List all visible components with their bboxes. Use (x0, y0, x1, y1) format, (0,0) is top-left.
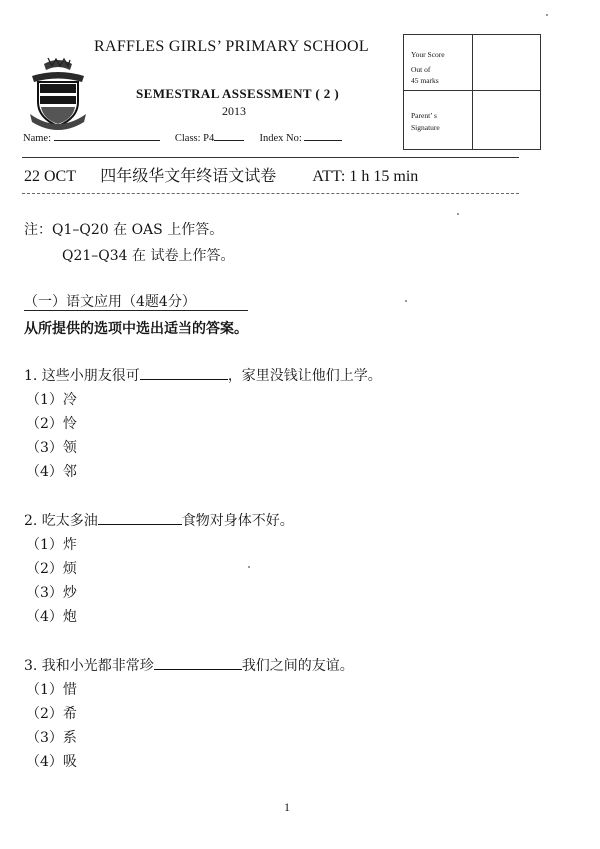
exam-time: ATT: 1 h 15 min (312, 168, 419, 185)
parents-label: Parent’ s (411, 111, 437, 120)
question-2-option-2: （2）烦 (26, 561, 77, 577)
question-1-option-1: （1）冷 (26, 392, 77, 408)
name-label: Name: (23, 133, 51, 144)
question-3-blank (154, 655, 242, 670)
question-2-option-1: （1）炸 (26, 537, 77, 553)
school-crest-icon (28, 56, 88, 132)
out-of-label: Out of (411, 65, 431, 74)
scan-speck (546, 14, 548, 16)
question-2-option-3: （3）炒 (26, 585, 77, 601)
assessment-year: 2013 (222, 104, 246, 118)
exam-info-divider (22, 193, 519, 194)
exam-date: 22 OCT (24, 168, 76, 185)
class-label: Class: P4 (174, 133, 215, 144)
name-blank (54, 131, 160, 141)
exam-title: 四年级华文年终语文试卷 (100, 166, 277, 185)
section-heading: （一）语文应用（4题4分） (24, 294, 196, 310)
section-instruction: 从所提供的选项中选出适当的答案。 (24, 321, 248, 337)
note-line-2: Q21–Q34 在 试卷上作答。 (62, 248, 235, 264)
question-3-stem: 3. 我和小光都非常珍 我们之间的友谊。 (24, 655, 354, 675)
question-1-option-2: （2）怜 (26, 416, 77, 432)
question-1-stem: 1. 这些小朋友很可 ，家里没钱让他们上学。 (24, 365, 382, 385)
header-divider (22, 157, 519, 158)
question-3-option-3: （3）系 (26, 730, 77, 746)
exam-info-line (24, 163, 418, 186)
question-3-option-1: （1）惜 (26, 682, 77, 698)
scan-speck (405, 300, 407, 302)
index-blank (304, 131, 342, 141)
total-marks-label: 45 marks (411, 76, 439, 85)
question-2-blank (98, 510, 182, 525)
index-label: Index No: (259, 133, 302, 144)
question-2-option-4: （4）炮 (26, 609, 77, 625)
section-underline (24, 310, 248, 311)
student-details-line (23, 131, 342, 144)
question-2-stem: 2. 吃太多油 食物对身体不好。 (24, 510, 294, 530)
scan-speck (248, 566, 250, 568)
score-box (403, 34, 541, 150)
question-1-blank (140, 365, 228, 380)
page-number: 1 (284, 800, 290, 814)
scan-speck (457, 213, 459, 215)
school-name: RAFFLES GIRLS’ PRIMARY SCHOOL (94, 38, 369, 55)
assessment-title: SEMESTRAL ASSESSMENT ( 2 ) (136, 86, 340, 101)
note-line-1: 注：Q1–Q20 在 OAS 上作答。 (24, 222, 224, 238)
class-blank (214, 131, 244, 141)
question-1-option-3: （3）领 (26, 440, 77, 456)
your-score-label: Your Score (411, 50, 445, 59)
question-3-option-2: （2）希 (26, 706, 77, 722)
signature-label: Signature (411, 123, 440, 132)
question-1-option-4: （4）邻 (26, 464, 77, 480)
question-3-option-4: （4）吸 (26, 754, 77, 770)
